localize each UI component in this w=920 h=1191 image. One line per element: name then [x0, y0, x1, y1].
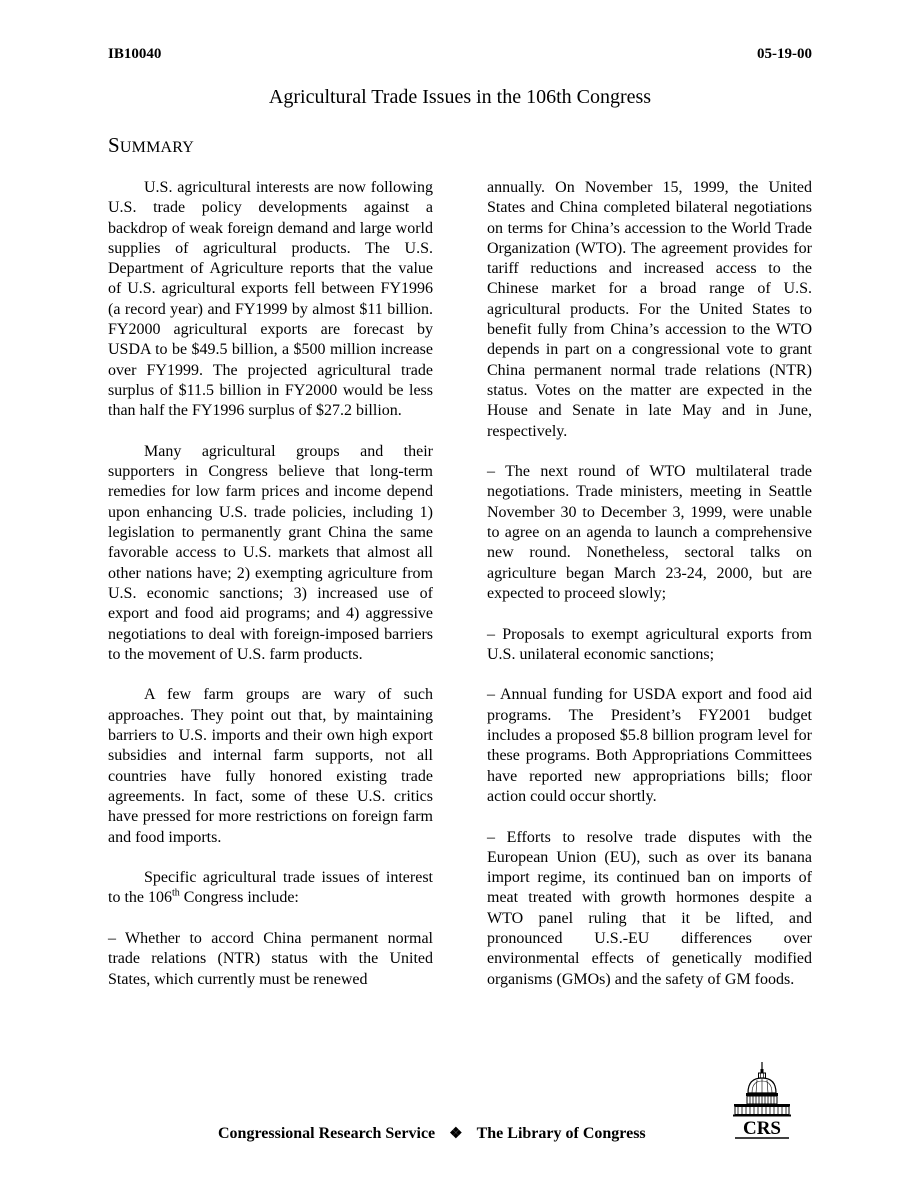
report-date: 05-19-00	[757, 46, 812, 62]
left-paragraph-3: A few farm groups are wary of such approaches. They point out that, by maintaining barriers to U.S. imports and their own high export subsidies and internal farm supports, not all countries have fully honored existing trade agreements. In fact, some of these U.S. critics have pressed for more restrictions on foreign farm and food imports.	[108, 686, 433, 846]
right-column	[487, 178, 812, 1010]
crs-logo-text: CRS	[742, 1118, 782, 1139]
diamond-separator-icon: ❖	[449, 1126, 463, 1142]
right-paragraph-2: – The next round of WTO multilateral trade negotiations. Trade ministers, meeting in Seattle November 30 to December 3, 1999, were unable to agree on an agenda to launch a comprehensive new round. Nonetheless, sectoral talks on agriculture began March 23-24, 2000, but are expected to proceed slowly;	[487, 463, 812, 602]
right-paragraph-4: – Annual funding for USDA export and food aid programs. The President’s FY2001 budget includes a proposed $5.8 billion program level for these programs. Both Appropriations Committees have reported new appropriations bills; floor action could occur shortly.	[487, 686, 812, 805]
ordinal-suffix: th	[172, 888, 180, 900]
document-title: Agricultural Trade Issues in the 106th Congress	[268, 86, 652, 108]
footer-crs: Congressional Research Service	[218, 1125, 436, 1142]
summary-heading	[108, 133, 194, 158]
page-footer	[218, 1124, 646, 1143]
right-paragraph-3: – Proposals to exempt agricultural exports from U.S. unilateral economic sanctions;	[487, 625, 812, 663]
summary-heading-initial: S	[108, 133, 120, 157]
right-paragraph-1: annually. On November 15, 1999, the United States and China completed bilateral negotiations on terms for China’s accession to the World Trade Organization (WTO). The agreement provides for tariff reductions and increased access to the Chinese market for a broad range of U.S. agricultural products. For the United States to benefit fully from China’s accession to the WTO depends in part on a congressional vote to grant China permanent normal trade relations (NTR) status. Votes on the matter are expected in the House and Senate in late May and in June, respectively.	[487, 179, 812, 440]
left-paragraph-2: Many agricultural groups and their supporters in Congress believe that long-term remedies for low farm prices and income depend upon enhancing U.S. trade policies, including 1) legislation to permanently grant China the same favorable access to U.S. markets that almost all other nations have; 2) exempting agriculture from U.S. economic sanctions; 3) increased use of export and food aid programs; and 4) aggressive negotiations to deal with foreign-imposed barriers to the movement of U.S. farm products.	[108, 442, 433, 663]
right-paragraph-5: – Efforts to resolve trade disputes with the European Union (EU), such as over its banana import regime, its continued ban on imports of meat treated with growth hormones despite a WTO panel ruling that it be lifted, and pronounced U.S.-EU differences over environmental effects of genetically modified organisms (GMOs) and the safety of GM foods.	[487, 828, 812, 988]
left-paragraph-4-tail: Congress include:	[179, 889, 299, 907]
report-id: IB10040	[108, 46, 162, 62]
left-column	[108, 178, 433, 1010]
left-paragraph-1: U.S. agricultural interests are now following U.S. trade policy developments against a backdrop of weak foreign demand and large world supplies of agricultural products. The U.S. Department of Agriculture reports that the value of U.S. agricultural exports fell between FY1996 (a record year) and FY1999 by almost $11 billion. FY2000 agricultural exports are forecast by USDA to be $49.5 billion, a $500 million increase over FY1999. The projected agricultural trade surplus of $11.5 billion in FY2000 would be less than half the FY1996 surplus of $27.2 billion.	[108, 179, 433, 420]
summary-heading-rest: UMMARY	[119, 139, 194, 156]
left-paragraph-4	[108, 868, 433, 909]
left-paragraph-5: – Whether to accord China permanent normal trade relations (NTR) status with the United States, which currently must be renewed	[108, 929, 433, 988]
footer-library: The Library of Congress	[476, 1125, 646, 1142]
left-paragraph-4-text: Specific agricultural trade issues of interest to the 106	[108, 869, 433, 907]
crs-capitol-logo-icon	[732, 1060, 792, 1144]
